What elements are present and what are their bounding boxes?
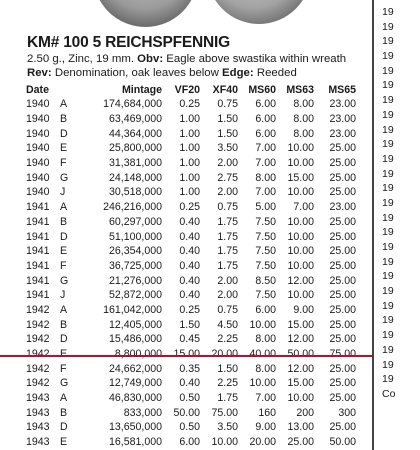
cell-mint-mark: F	[60, 157, 67, 170]
cell-vf20: 0.40	[179, 289, 200, 302]
cell-ms60: 7.50	[255, 245, 276, 258]
cell-vf20: 0.35	[179, 362, 200, 375]
cell-vf20: 1.00	[179, 157, 200, 170]
cell-mint-mark: A	[60, 392, 68, 405]
right-column-text: 19	[382, 226, 394, 239]
cell-ms63: 10.00	[287, 245, 314, 258]
cell-xf40: 1.75	[217, 215, 238, 228]
cell-ms65: 25.00	[329, 157, 356, 170]
cell-ms60: 7.50	[255, 215, 276, 228]
table-row	[26, 288, 356, 303]
cell-xf40: 0.75	[217, 303, 238, 316]
table-row	[26, 170, 356, 185]
header-ms60: MS60	[248, 84, 276, 96]
cell-ms60: 6.00	[255, 113, 276, 126]
right-column-text: 19	[382, 152, 394, 165]
header-mintage: Mintage	[121, 84, 162, 96]
right-column-text: 19	[382, 358, 394, 371]
cell-ms60: 10.00	[249, 318, 276, 331]
right-column-text: Co	[382, 387, 396, 400]
cell-ms65: 25.00	[329, 362, 356, 375]
cell-ms60: 6.00	[255, 303, 276, 316]
cell-ms65: 23.00	[329, 127, 356, 140]
cell-ms63: 10.00	[287, 289, 314, 302]
cell-year: 1940	[26, 127, 50, 140]
cell-mintage: 246,216,000	[103, 201, 162, 214]
cell-vf20: 0.40	[179, 377, 200, 390]
cell-vf20: 6.00	[179, 436, 200, 449]
header-xf40: XF40	[212, 84, 238, 96]
cell-year: 1941	[26, 230, 50, 243]
table-row	[26, 376, 356, 391]
cell-ms65: 25.00	[329, 333, 356, 346]
cell-vf20: 0.50	[179, 421, 200, 434]
table-row	[26, 97, 356, 112]
right-column-text: 19	[382, 241, 394, 253]
cell-ms63: 10.00	[287, 392, 314, 405]
cell-ms60: 7.00	[255, 157, 276, 170]
specs-line	[27, 53, 346, 65]
cell-xf40: 3.50	[217, 142, 238, 155]
right-column-text: 19	[382, 94, 394, 107]
cell-mintage: 174,684,000	[103, 98, 162, 111]
reverse-text: Denomination, oak leaves below	[54, 67, 219, 79]
cell-ms63: 12.00	[287, 333, 314, 346]
cell-ms60: 7.00	[255, 392, 276, 405]
right-column-text: 19	[382, 255, 394, 268]
cell-ms65: 23.00	[329, 98, 356, 111]
right-column-text: 19	[382, 138, 394, 151]
cell-vf20: 1.00	[179, 142, 200, 155]
cell-mintage: 30,518,000	[108, 186, 162, 199]
table-row	[26, 215, 356, 230]
cell-year: 1940	[26, 113, 50, 126]
cell-xf40: 1.75	[217, 392, 238, 405]
right-column-text: 19	[382, 64, 394, 77]
table-row	[26, 405, 356, 420]
cell-mintage: 13,650,000	[108, 421, 162, 434]
cell-ms65: 25.00	[329, 259, 356, 272]
cell-mint-mark: J	[60, 186, 66, 199]
right-column-text: 19	[382, 211, 394, 224]
cell-mint-mark: F	[60, 259, 67, 272]
cell-year: 1942	[26, 303, 50, 316]
mintage-price-table	[26, 83, 356, 450]
cell-mint-mark: B	[60, 113, 68, 126]
cell-year: 1940	[26, 171, 50, 184]
cell-xf40: 2.75	[217, 171, 238, 184]
table-row	[26, 112, 356, 127]
cell-ms65: 25.00	[329, 186, 356, 199]
cell-vf20: 0.25	[179, 201, 200, 214]
right-column-text: 19	[382, 20, 394, 33]
cell-ms65: 25.00	[329, 421, 356, 434]
cell-year: 1943	[26, 392, 50, 405]
table-row	[26, 229, 356, 244]
cell-xf40: 4.50	[217, 318, 238, 331]
cell-ms60: 10.00	[249, 377, 276, 390]
cell-ms65: 25.00	[329, 142, 356, 155]
cell-mint-mark: D	[60, 127, 68, 140]
cell-ms65: 25.00	[329, 171, 356, 184]
cell-year: 1943	[26, 436, 50, 449]
cell-vf20: 1.00	[179, 127, 200, 140]
cell-year: 1941	[26, 274, 50, 287]
right-column-text: 19	[382, 79, 394, 92]
cell-mint-mark: B	[60, 318, 68, 331]
cell-xf40: 1.75	[217, 259, 238, 272]
cell-mint-mark: G	[60, 171, 69, 184]
cell-mintage: 12,749,000	[108, 377, 162, 390]
cell-mintage: 26,354,000	[108, 245, 162, 258]
cell-ms63: 9.00	[293, 303, 314, 316]
cell-xf40: 3.50	[217, 421, 238, 434]
cell-ms60: 5.00	[255, 201, 276, 214]
cell-vf20: 1.00	[179, 113, 200, 126]
right-column-text: 19	[382, 167, 394, 180]
right-column-text: 19	[382, 314, 394, 327]
cell-ms60: 8.00	[255, 333, 276, 346]
cell-mint-mark: D	[60, 230, 68, 243]
table-row	[26, 391, 356, 406]
cell-vf20: 1.00	[179, 186, 200, 199]
cell-ms63: 15.00	[287, 171, 314, 184]
cell-year: 1942	[26, 362, 50, 375]
cell-mintage: 25,800,000	[108, 142, 162, 155]
cell-xf40: 0.75	[217, 201, 238, 214]
cell-year: 1941	[26, 201, 50, 214]
cell-mintage: 833,000	[123, 406, 162, 419]
cell-mintage: 63,469,000	[108, 113, 162, 126]
cell-vf20: 0.40	[179, 230, 200, 243]
cell-mint-mark: A	[60, 98, 68, 111]
cell-ms65: 23.00	[329, 113, 356, 126]
cell-ms63: 8.00	[293, 98, 314, 111]
right-column-text: 19	[382, 329, 394, 342]
cell-mintage: 52,872,000	[108, 289, 162, 302]
cell-vf20: 1.00	[179, 171, 200, 184]
cell-mint-mark: B	[60, 215, 68, 228]
cell-ms60: 8.00	[255, 362, 276, 375]
cell-mint-mark: D	[60, 333, 68, 346]
cell-ms63: 10.00	[287, 142, 314, 155]
right-column-text: 19	[382, 35, 394, 48]
cell-xf40: 75.00	[211, 406, 238, 419]
cell-xf40: 1.75	[217, 245, 238, 258]
cell-mintage: 60,297,000	[108, 215, 162, 228]
cell-ms63: 10.00	[287, 230, 314, 243]
cell-ms60: 7.00	[255, 142, 276, 155]
coin-images	[0, 0, 372, 30]
cell-ms60: 7.50	[255, 259, 276, 272]
cell-mintage: 51,100,000	[108, 230, 162, 243]
cell-mintage: 24,148,000	[108, 171, 162, 184]
table-row	[26, 259, 356, 274]
right-column-text: 19	[382, 285, 394, 298]
cell-xf40: 1.50	[217, 113, 238, 126]
cell-mint-mark: D	[60, 421, 68, 434]
cell-year: 1941	[26, 289, 50, 302]
header-date: Date	[26, 84, 49, 96]
cell-ms60: 160	[258, 406, 276, 419]
cell-xf40: 2.00	[217, 289, 238, 302]
right-column-text: 19	[382, 108, 394, 121]
cell-ms65: 300	[338, 406, 356, 419]
cell-vf20: 0.40	[179, 259, 200, 272]
cell-vf20: 0.40	[179, 245, 200, 258]
cell-ms65: 25.00	[329, 215, 356, 228]
adjacent-column-fragment	[382, 5, 420, 402]
cell-xf40: 0.75	[217, 98, 238, 111]
cell-ms65: 25.00	[329, 377, 356, 390]
cell-ms63: 12.00	[287, 274, 314, 287]
cell-ms63: 25.00	[287, 436, 314, 449]
cell-mint-mark: G	[60, 274, 69, 287]
cell-xf40: 2.00	[217, 274, 238, 287]
cell-ms63: 12.00	[287, 362, 314, 375]
cell-vf20: 0.25	[179, 98, 200, 111]
cell-ms60: 6.00	[255, 98, 276, 111]
cell-ms60: 8.50	[255, 274, 276, 287]
cell-ms60: 6.00	[255, 127, 276, 140]
obverse-label: Obv:	[137, 53, 164, 65]
cell-ms65: 25.00	[329, 318, 356, 331]
specs-text: 2.50 g., Zinc, 19 mm.	[27, 53, 134, 65]
cell-ms65: 25.00	[329, 274, 356, 287]
cell-year: 1941	[26, 259, 50, 272]
header-vf20: VF20	[174, 84, 200, 96]
table-row	[26, 317, 356, 332]
cell-xf40: 1.50	[217, 362, 238, 375]
cell-mint-mark: B	[60, 406, 68, 419]
table-row	[26, 156, 356, 171]
cell-mintage: 21,276,000	[108, 274, 162, 287]
right-column-text: 19	[382, 182, 394, 195]
edge-text: Reeded	[256, 67, 297, 79]
cell-year: 1940	[26, 186, 50, 199]
catalog-title: KM# 100 5 REICHSPFENNIG	[27, 34, 230, 51]
table-row	[26, 420, 356, 435]
cell-mint-mark: G	[60, 377, 69, 390]
cell-vf20: 0.40	[179, 215, 200, 228]
cell-mintage: 12,405,000	[108, 318, 162, 331]
cell-ms63: 10.00	[287, 157, 314, 170]
cell-ms65: 25.00	[329, 289, 356, 302]
reverse-edge-line	[27, 67, 297, 79]
cell-ms65: 25.00	[329, 245, 356, 258]
right-column-text: 19	[382, 299, 394, 312]
cell-xf40: 10.00	[211, 436, 238, 449]
cell-xf40: 2.00	[217, 157, 238, 170]
cell-xf40: 1.75	[217, 230, 238, 243]
cell-ms60: 20.00	[249, 436, 276, 449]
cell-xf40: 2.00	[217, 186, 238, 199]
cell-vf20: 0.25	[179, 303, 200, 316]
cell-ms60: 7.50	[255, 289, 276, 302]
cell-ms63: 8.00	[293, 113, 314, 126]
cell-mintage: 161,042,000	[103, 303, 162, 316]
cell-xf40: 1.50	[217, 127, 238, 140]
cell-year: 1940	[26, 142, 50, 155]
coin-reverse-image	[207, 0, 311, 24]
cell-vf20: 1.50	[179, 318, 200, 331]
cell-ms63: 10.00	[287, 186, 314, 199]
cell-mint-mark: J	[60, 289, 66, 302]
highlight-rule	[0, 355, 372, 357]
cell-mint-mark: A	[60, 201, 68, 214]
cell-year: 1942	[26, 377, 50, 390]
edge-label: Edge:	[222, 67, 254, 79]
right-column-text: 19	[382, 196, 394, 209]
cell-vf20: 0.45	[179, 333, 200, 346]
cell-ms60: 7.00	[255, 186, 276, 199]
cell-ms65: 50.00	[329, 436, 356, 449]
right-column-text: 19	[382, 270, 394, 283]
column-divider	[372, 0, 374, 450]
cell-ms63: 7.00	[293, 201, 314, 214]
cell-ms63: 15.00	[287, 318, 314, 331]
cell-xf40: 2.25	[217, 377, 238, 390]
cell-year: 1943	[26, 421, 50, 434]
cell-ms65: 25.00	[329, 303, 356, 316]
cell-year: 1942	[26, 333, 50, 346]
cell-mintage: 36,725,000	[108, 259, 162, 272]
cell-mint-mark: E	[60, 436, 68, 449]
cell-ms63: 13.00	[287, 421, 314, 434]
right-column-text: 19	[382, 373, 394, 386]
right-column-text: 19	[382, 123, 394, 136]
cell-year: 1942	[26, 318, 50, 331]
table-row	[26, 244, 356, 259]
cell-mintage: 16,581,000	[108, 436, 162, 449]
table-row	[26, 332, 356, 347]
cell-year: 1940	[26, 157, 50, 170]
cell-ms60: 8.00	[255, 171, 276, 184]
cell-vf20: 0.50	[179, 392, 200, 405]
cell-xf40: 2.25	[217, 333, 238, 346]
cell-mint-mark: E	[60, 142, 68, 155]
table-row	[26, 361, 356, 376]
cell-vf20: 50.00	[173, 406, 200, 419]
cell-ms63: 10.00	[287, 215, 314, 228]
coin-obverse-image	[93, 0, 198, 27]
table-row	[26, 141, 356, 156]
cell-year: 1941	[26, 245, 50, 258]
table-row	[26, 200, 356, 215]
cell-ms63: 15.00	[287, 377, 314, 390]
cell-mint-mark: E	[60, 245, 68, 258]
right-column-text: 19	[382, 6, 394, 18]
cell-vf20: 0.40	[179, 274, 200, 287]
table-row	[26, 273, 356, 288]
obverse-text: Eagle above swastika within wreath	[166, 53, 347, 65]
cell-year: 1940	[26, 98, 50, 111]
cell-mintage: 44,364,000	[108, 127, 162, 140]
cell-ms60: 9.00	[255, 421, 276, 434]
cell-ms63: 8.00	[293, 127, 314, 140]
cell-year: 1943	[26, 406, 50, 419]
table-row	[26, 126, 356, 141]
reverse-label: Rev:	[27, 67, 52, 79]
cell-year: 1941	[26, 215, 50, 228]
cell-mint-mark: F	[60, 362, 67, 375]
header-ms63: MS63	[286, 84, 314, 96]
table-row	[26, 185, 356, 200]
right-column-text: 19	[382, 343, 394, 356]
cell-mintage: 15,486,000	[108, 333, 162, 346]
cell-mintage: 31,381,000	[108, 157, 162, 170]
cell-mintage: 24,662,000	[108, 362, 162, 375]
cell-ms63: 10.00	[287, 259, 314, 272]
cell-ms60: 7.50	[255, 230, 276, 243]
right-column-text: 19	[382, 50, 394, 63]
cell-ms65: 25.00	[329, 392, 356, 405]
cell-ms63: 200	[296, 406, 314, 419]
cell-mint-mark: A	[60, 303, 68, 316]
cell-ms65: 25.00	[329, 230, 356, 243]
table-row	[26, 435, 356, 450]
cell-mintage: 46,830,000	[108, 392, 162, 405]
cell-ms65: 23.00	[329, 201, 356, 214]
table-row	[26, 303, 356, 318]
table-header-row	[26, 83, 356, 97]
header-ms65: MS65	[328, 84, 356, 96]
